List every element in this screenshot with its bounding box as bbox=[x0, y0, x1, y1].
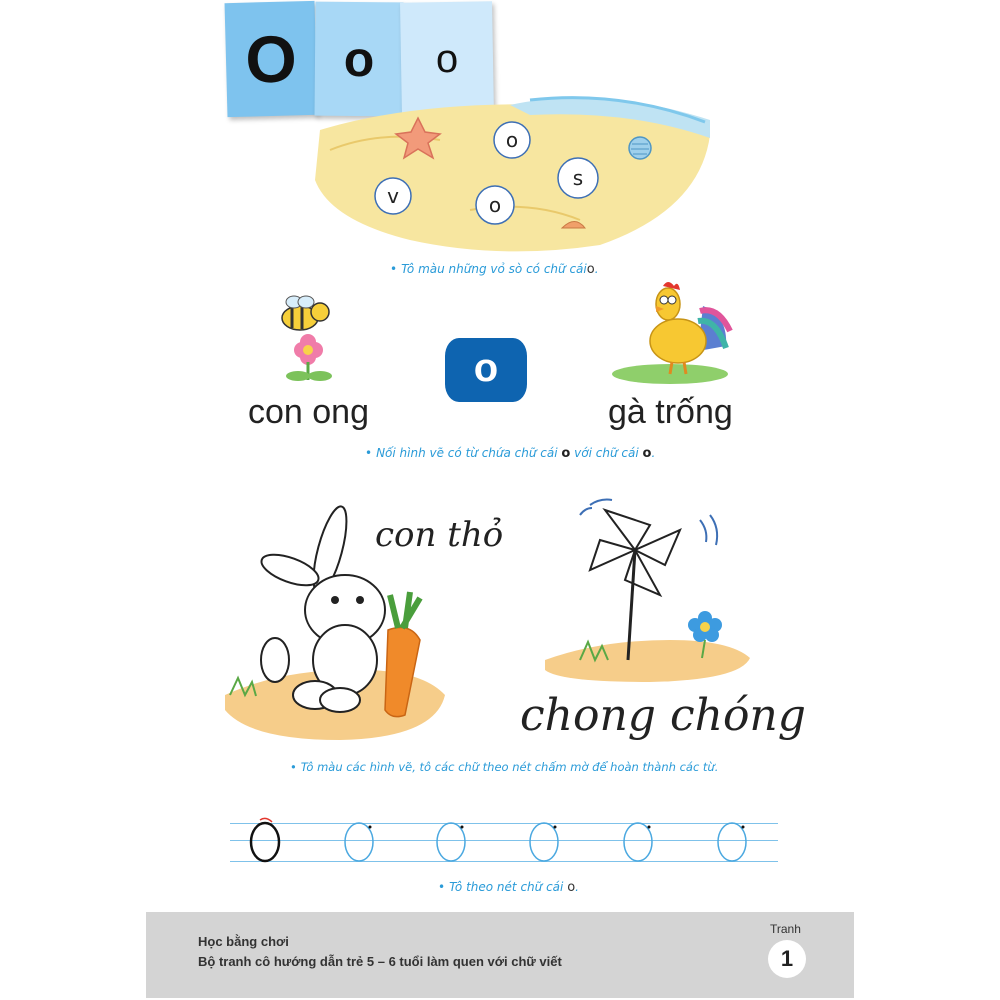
page-number: 1 bbox=[768, 940, 806, 978]
tracing-letter-dotted bbox=[437, 823, 465, 861]
shell-letter: v bbox=[387, 184, 399, 208]
shell-1[interactable] bbox=[494, 122, 530, 158]
footer bbox=[146, 912, 854, 998]
instruction-color-shells: • Tô màu những vỏ sò có chữ cáio. bbox=[390, 262, 599, 277]
shell-4[interactable] bbox=[375, 178, 411, 214]
tracing-letter-dotted bbox=[530, 823, 558, 861]
badge-letter: o bbox=[473, 346, 499, 390]
tracing-letter-solid bbox=[251, 823, 279, 861]
instruction-color-trace-words: • Tô màu các hình vẽ, tô các chữ theo nét chấm mờ để hoàn thành các từ. bbox=[290, 760, 719, 774]
word-con-ong: con ong bbox=[248, 393, 369, 431]
rooster-icon bbox=[650, 282, 730, 374]
pinwheel-icon bbox=[590, 510, 680, 660]
tracing-letter-dotted bbox=[345, 823, 373, 861]
instruction-match: • Nối hình vẽ có từ chứa chữ cái o với chữ cái o. bbox=[365, 446, 656, 461]
shell-letter: s bbox=[572, 166, 584, 190]
tracing-letter-dotted bbox=[624, 823, 652, 861]
instruction-trace-letter: • Tô theo nét chữ cái o. bbox=[438, 880, 579, 895]
footer-title: Bộ tranh cô hướng dẫn trẻ 5 – 6 tuổi làm quen với chữ viết bbox=[198, 954, 562, 969]
card-letter: O bbox=[244, 21, 298, 97]
cursive-word-con-tho: con thỏ bbox=[375, 515, 504, 555]
page-label: Tranh bbox=[770, 922, 801, 936]
tracing-letter-dotted bbox=[718, 823, 746, 861]
pinwheel-illustration bbox=[540, 490, 755, 685]
card-letter: o bbox=[343, 30, 375, 88]
shell-2[interactable] bbox=[476, 186, 514, 224]
cursive-word-chong-chong: chong chóng bbox=[520, 690, 806, 741]
word-ga-trong: gà trống bbox=[608, 393, 733, 431]
tracing-row[interactable] bbox=[230, 815, 780, 870]
rooster-illustration bbox=[608, 276, 733, 386]
card-letter: o bbox=[435, 36, 459, 82]
beach-illustration bbox=[300, 60, 720, 260]
shell-letter: o bbox=[488, 193, 502, 217]
bee-flower-illustration bbox=[270, 290, 350, 385]
seashell-icon bbox=[629, 137, 651, 159]
shell-letter: o bbox=[505, 128, 519, 152]
letter-badge[interactable] bbox=[445, 338, 527, 402]
rabbit-icon bbox=[258, 503, 385, 712]
footer-series: Học bằng chơi bbox=[198, 934, 289, 949]
flower-icon bbox=[286, 334, 332, 381]
shell-3[interactable] bbox=[558, 158, 598, 198]
